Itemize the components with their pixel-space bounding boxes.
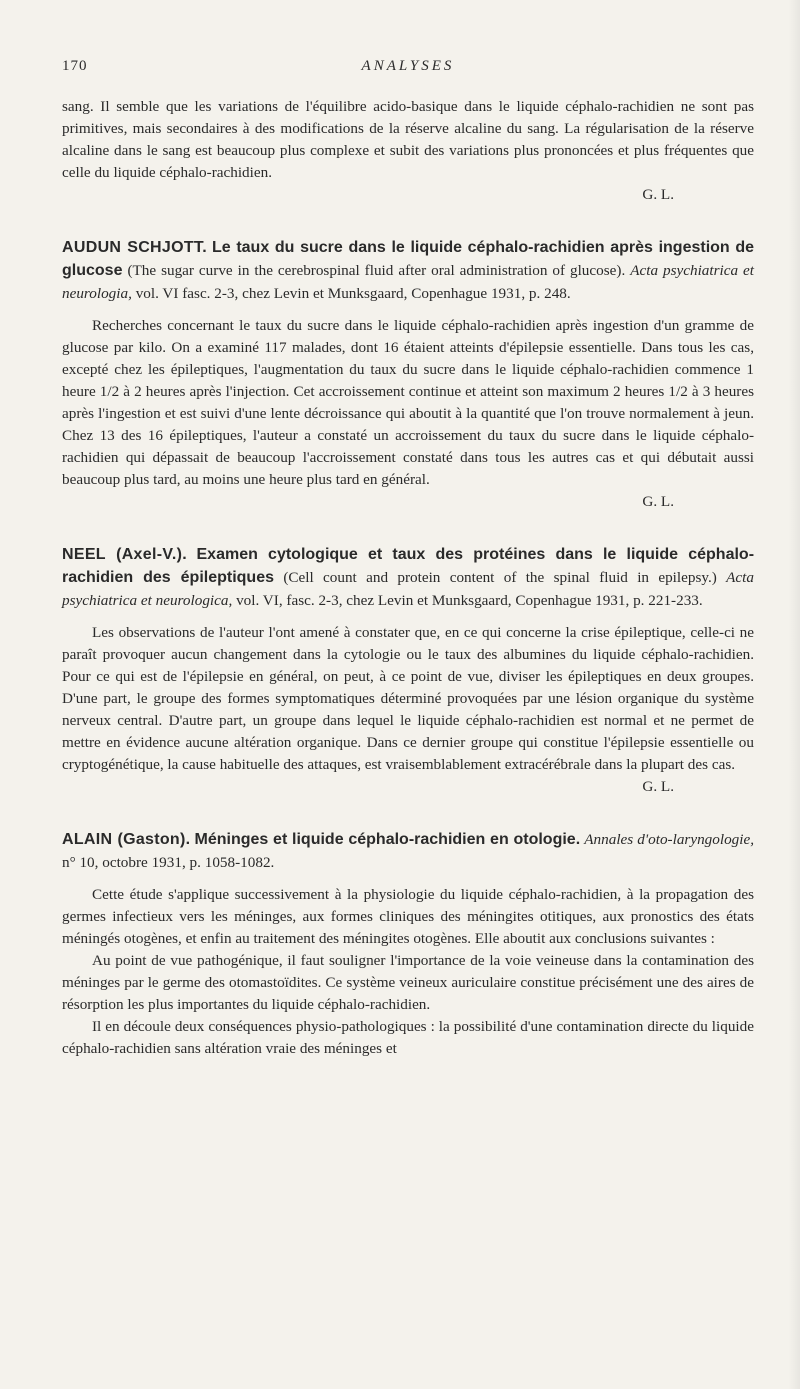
entry-translation: (The sugar curve in the cerebrospinal fluid after oral administration of glucose). — [127, 262, 626, 279]
abstract-entry-neel — [62, 543, 754, 798]
entry-paragraph: Il en découle deux conséquences physio-pathologiques : la possibilité d'une contamination directe du liquide céphalo-rachidien sans altération vraie des méninges et — [62, 1018, 754, 1057]
abstract-entry-schjott — [62, 236, 754, 513]
entry-paragraph: Au point de vue pathogénique, il faut souligner l'importance de la voie veineuse dans la contamination des méninges par le germe des otomastoïdites. Ce système veineux auriculaire constitue précisément une des aires de résorption les plus importantes du liquide céphalo-rachidien. — [62, 952, 754, 1013]
intro-text: sang. Il semble que les variations de l'équilibre acido-basique dans le liquide céphalo-rachidien ne sont pas primitives, mais secondaires à des modifications de la réserve alcaline du sang. La régularisation de la réserve alcaline dans le sang est beaucoup plus complexe et subit des variations plus prononcées et plus fréquentes que celle du liquide céphalo-rachidien. — [62, 98, 754, 181]
entry-author: NEEL (Axel-V.). — [62, 546, 187, 563]
page-edge-shadow — [788, 0, 800, 1389]
entry-details: vol. VI, fasc. 2-3, chez Levin et Munksgaard, Copenhague 1931, p. 221-233. — [236, 592, 703, 609]
page-number: 170 — [62, 58, 88, 74]
entry-paragraph — [62, 315, 754, 513]
intro-paragraph — [62, 96, 754, 206]
entry-details: n° 10, octobre 1931, p. 1058-1082. — [62, 854, 275, 871]
entry-author: ALAIN (Gaston). — [62, 831, 191, 848]
page-header — [62, 58, 754, 80]
entry-paragraph-text: Les observations de l'auteur l'ont amené à constater que, en ce qui concerne la crise épileptique, celle-ci ne paraît provoquer aucun changement dans la cytologie ou le taux des albumines du liquide céphalo-rachidien. Pour ce qui est de l'épilepsie en général, on peut, à ce point de vue, diviser les épileptiques en deux groupes. D'une part, le groupe des formes symptomatiques déterminé provoquées par une lésion organique du système nerveux central. D'autre part, un groupe dans lequel le liquide céphalo-rachidien est normal et ne permet de mettre en évidence aucune altération organique. Dans ce dernier groupe qui constitue l'épilepsie essentielle ou cryptogénétique, la cause habituelle des attaques, est vraisemblablement extracérébrale dans la plupart des cas. — [62, 624, 754, 773]
entry-author: AUDUN SCHJOTT. — [62, 239, 207, 256]
page-body — [62, 96, 754, 1060]
entry-title: Examen cytologique et taux des protéines dans le liquide céphalo-rachidien des épileptiques — [62, 546, 755, 586]
entry-paragraph: Cette étude s'applique successivement à la physiologie du liquide céphalo-rachidien, à la propagation des germes infectieux vers les méninges, aux formes cliniques des méningites otitiques, aux pronostics des états méningés otogènes, et enfin au traitement des méningites otogènes. Elle aboutit aux conclusions suivantes : — [62, 886, 754, 947]
abstract-entry-alain — [62, 828, 754, 1060]
entry-heading — [62, 543, 754, 612]
running-title: ANALYSES — [361, 58, 455, 74]
entry-journal: Annales d'oto-laryngologie, — [584, 831, 755, 848]
intro-signature: G. L. — [642, 186, 674, 203]
entry-title: Le taux du sucre dans le liquide céphalo-rachidien après ingestion de glucose — [62, 239, 755, 279]
entry-translation: (Cell count and protein content of the spinal fluid in epilepsy.) — [283, 569, 717, 586]
entry-paragraph — [62, 622, 754, 798]
entry-paragraph-text: Recherches concernant le taux du sucre dans le liquide céphalo-rachidien après ingestion d'un gramme de glucose par kilo. On a examiné 117 malades, dont 16 étaient atteints d'épilepsie essentielle. Dans tous les cas, excepté chez les épileptiques, l'augmentation du taux du sucre dans le liquide céphalo-rachidien commence 1 heure 1/2 à 2 heures après l'injection. Cet accroissement continue et atteint son maximum 2 heures 1/2 à 3 heures après l'ingestion et est suivi d'une lente décroissance qui aboutit à la quantité que l'on trouve normalement à jeun. Chez 13 des 16 épileptiques, l'auteur a constaté un accroissement du taux du sucre dans le liquide céphalo-rachidien qui dépassait de beaucoup l'accroissement constaté dans tous les autres cas et qui débutait aussi beaucoup plus tard, au moins une heure plus tard en général. — [62, 317, 754, 488]
entry-heading — [62, 236, 754, 305]
entry-details: vol. VI fasc. 2-3, chez Levin et Munksgaard, Copenhague 1931, p. 248. — [135, 285, 571, 302]
entry-signature: G. L. — [642, 778, 674, 795]
entry-title: Méninges et liquide céphalo-rachidien en otologie. — [194, 831, 581, 848]
entry-signature: G. L. — [642, 493, 674, 510]
entry-heading — [62, 828, 754, 874]
entry-journal: Acta psychiatrica et neurologia, — [62, 262, 755, 302]
entry-journal: Acta psychiatrica et neurologica, — [62, 569, 754, 609]
